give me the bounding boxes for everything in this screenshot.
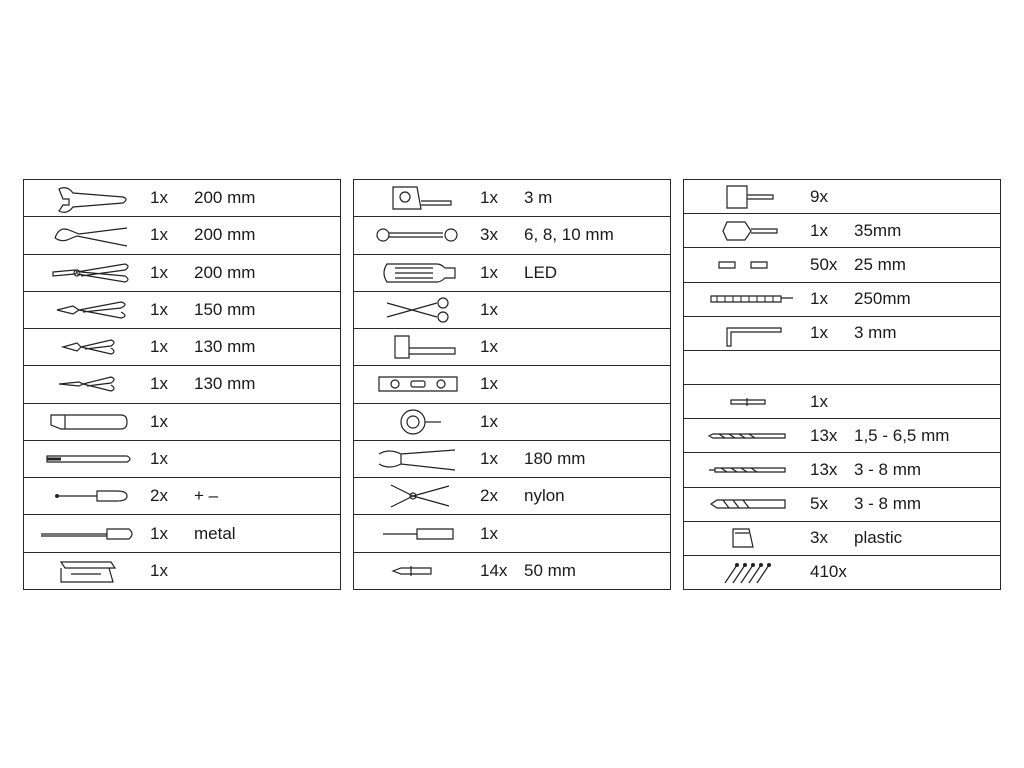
table-row [684, 452, 1000, 486]
item-spec: metal [194, 523, 236, 543]
adjustable-wrench-icon [28, 180, 146, 216]
item-quantity: 1x [480, 337, 498, 357]
empty-icon-slot [688, 351, 806, 384]
item-spec: plastic [854, 528, 903, 548]
table-row [354, 440, 670, 477]
table-row [354, 365, 670, 402]
item-quantity: 1x [150, 523, 168, 543]
item-quantity: 13x [810, 459, 838, 479]
item-quantity: 1x [810, 289, 828, 309]
bit-adapter-icon [688, 385, 806, 418]
table-row [354, 216, 670, 253]
item-quantity: 1x [150, 560, 168, 580]
item-quantity: 1x [480, 299, 498, 319]
item-quantity: 1x [810, 323, 828, 343]
screwdriver-bit-icon [358, 553, 476, 589]
hammer-icon [358, 329, 476, 365]
column-3 [683, 179, 1001, 590]
wood-drill-bit-icon [688, 453, 806, 486]
spring-clamp-icon [358, 478, 476, 514]
table-row [354, 477, 670, 514]
item-quantity: 1x [480, 262, 498, 282]
item-quantity: 9x [810, 186, 828, 206]
table-row [24, 477, 340, 514]
insulating-tape-icon [358, 404, 476, 440]
table-row [24, 552, 340, 589]
table-row [24, 365, 340, 402]
item-spec: 1,5 - 6,5 mm [854, 425, 950, 445]
item-quantity: 3x [480, 225, 498, 245]
table-row [354, 514, 670, 551]
item-quantity: 1x [480, 411, 498, 431]
item-quantity: 14x [480, 560, 508, 580]
table-row [684, 316, 1000, 350]
table-row [24, 216, 340, 253]
item-spec: 3 - 8 mm [854, 459, 922, 479]
table-row [684, 487, 1000, 521]
table-row [24, 180, 340, 216]
spirit-level-icon [358, 366, 476, 402]
item-quantity: 2x [150, 486, 168, 506]
flashlight-icon [358, 255, 476, 291]
table-row [684, 384, 1000, 418]
short-bits-icon [688, 248, 806, 281]
table-row [354, 552, 670, 589]
item-spec: nylon [524, 486, 565, 506]
hss-drill-bit-icon [688, 419, 806, 452]
item-quantity: 1x [810, 220, 828, 240]
column-1 [23, 179, 341, 590]
table-row [24, 254, 340, 291]
item-spec: 3 - 8 mm [854, 494, 922, 514]
water-pump-pliers-icon [28, 217, 146, 253]
item-quantity: 1x [150, 188, 168, 208]
item-spec: 200 mm [194, 188, 256, 208]
table-row [684, 180, 1000, 213]
item-spec: 3 m [524, 188, 553, 208]
table-row [24, 403, 340, 440]
item-quantity: 50x [810, 254, 838, 274]
table-row [684, 247, 1000, 281]
staple-gun-icon [28, 553, 146, 589]
table-row [684, 350, 1000, 384]
item-spec: LED [524, 262, 558, 282]
item-quantity: 1x [150, 337, 168, 357]
table-row [354, 180, 670, 216]
allen-key-icon [688, 317, 806, 350]
screwdriver-icon [28, 478, 146, 514]
hex-socket-adapter-icon [688, 180, 806, 213]
table-row [354, 254, 670, 291]
table-row [684, 213, 1000, 247]
wire-brush-icon [28, 441, 146, 477]
item-quantity: 1x [150, 262, 168, 282]
item-spec: 25 mm [854, 254, 906, 274]
item-spec: 200 mm [194, 262, 256, 282]
item-quantity: 1x [150, 225, 168, 245]
item-spec: 130 mm [194, 337, 256, 357]
utility-knife-icon [28, 404, 146, 440]
item-spec: 150 mm [194, 299, 256, 319]
bit-holder-screwdriver-icon [358, 515, 476, 551]
item-quantity: 1x [480, 448, 498, 468]
item-quantity: 410x [810, 562, 847, 582]
item-spec: 50 mm [524, 560, 576, 580]
needle-nose-pliers-icon [28, 366, 146, 402]
table-row [24, 328, 340, 365]
table-row [684, 282, 1000, 316]
item-quantity: 13x [810, 425, 838, 445]
table-row [684, 555, 1000, 589]
wall-plug-icon [688, 522, 806, 555]
item-spec: 250mm [854, 289, 911, 309]
item-spec: 35mm [854, 220, 902, 240]
countersink-bit-icon [688, 214, 806, 247]
item-spec: 130 mm [194, 374, 256, 394]
hacksaw-icon [28, 515, 146, 551]
item-quantity: 1x [480, 523, 498, 543]
item-spec: + – [194, 486, 219, 506]
item-quantity: 1x [150, 448, 168, 468]
item-quantity: 3x [810, 528, 828, 548]
side-cutter-pliers-icon [28, 292, 146, 328]
locking-pliers-icon [358, 441, 476, 477]
combination-spanner-icon [358, 217, 476, 253]
table-row [684, 521, 1000, 555]
item-quantity: 1x [150, 411, 168, 431]
item-spec: 6, 8, 10 mm [524, 225, 614, 245]
table-row [684, 418, 1000, 452]
item-quantity: 1x [810, 391, 828, 411]
masonry-drill-bit-icon [688, 488, 806, 521]
flexible-shaft-icon [688, 283, 806, 316]
table-row [24, 514, 340, 551]
item-spec: 200 mm [194, 225, 256, 245]
item-quantity: 1x [150, 299, 168, 319]
item-quantity: 2x [480, 486, 498, 506]
nails-screws-icon [688, 556, 806, 589]
item-quantity: 1x [480, 374, 498, 394]
tape-measure-icon [358, 180, 476, 216]
scissors-icon [358, 292, 476, 328]
table-row [24, 440, 340, 477]
item-quantity: 5x [810, 494, 828, 514]
item-quantity: 1x [480, 188, 498, 208]
combination-pliers-icon [28, 255, 146, 291]
table-row [354, 403, 670, 440]
item-spec: 180 mm [524, 448, 586, 468]
item-quantity: 1x [150, 374, 168, 394]
column-2 [353, 179, 671, 590]
item-spec: 3 mm [854, 323, 897, 343]
table-row [354, 291, 670, 328]
table-row [24, 291, 340, 328]
mini-cutter-pliers-icon [28, 329, 146, 365]
table-row [354, 328, 670, 365]
